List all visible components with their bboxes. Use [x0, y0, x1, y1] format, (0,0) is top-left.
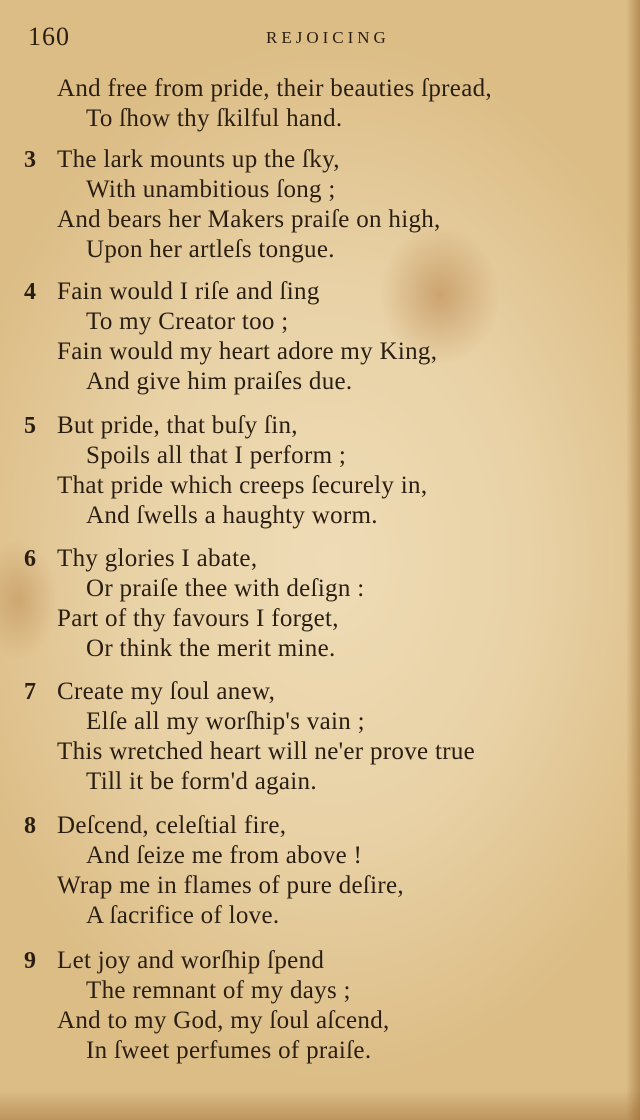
stanza-line: To my Creator too ; [86, 308, 289, 335]
stanza-line: And ſwells a haughty worm. [86, 502, 378, 529]
stanza-line: Elſe all my worſhip's vain ; [86, 708, 365, 735]
running-title: REJOICING [266, 28, 390, 47]
stanza-line: A ſacrifice of love. [86, 902, 280, 929]
stanza-line: In ſweet perfumes of praiſe. [86, 1037, 372, 1064]
stanza-number: 8 [24, 813, 36, 839]
page-header [28, 22, 598, 56]
stanza-line: Deſcend, celeſtial fire, [57, 812, 287, 839]
stanza-line: Fain would I riſe and ſing [57, 278, 320, 305]
stanza-line: Thy glories I abate, [57, 545, 258, 572]
stanza-number: 4 [24, 279, 36, 305]
stanza-line: But pride, that buſy ſin, [57, 412, 298, 439]
page-edge-shadow-right [626, 0, 640, 1120]
stanza-line: Upon her artleſs tongue. [86, 236, 335, 263]
stanza-line: Part of thy favours I forget, [57, 605, 339, 632]
stanza-line: Or think the merit mine. [86, 635, 336, 662]
stanza-line: The remnant of my days ; [86, 977, 351, 1004]
stanza-number: 5 [24, 413, 36, 439]
stanza-number: 6 [24, 546, 36, 572]
stanza-line: To ſhow thy ſkilful hand. [86, 105, 343, 132]
stanza-number: 3 [24, 147, 36, 173]
stanza-line: The lark mounts up the ſky, [57, 146, 340, 173]
stanza-line: Fain would my heart adore my King, [57, 338, 438, 365]
stanza-line: Let joy and worſhip ſpend [57, 947, 325, 974]
stanza-line: With unambitious ſong ; [86, 176, 336, 203]
stanza-line: Spoils all that I perform ; [86, 442, 347, 469]
stanza-line: This wretched heart will ne'er prove true [57, 738, 476, 765]
stanza-number: 9 [24, 948, 36, 974]
stanza-line: Or praiſe thee with deſign : [86, 575, 365, 602]
stanza-line: Wrap me in flames of pure deſire, [57, 872, 404, 899]
stanza-line: And to my God, my ſoul aſcend, [57, 1007, 390, 1034]
stanza-line: And bears her Makers praiſe on high, [57, 206, 441, 233]
stanza-line: And ſeize me from above ! [86, 842, 363, 869]
stanza-line: And free from pride, their beauties ſpread, [57, 75, 492, 102]
stanza-line: Create my ſoul anew, [57, 678, 276, 705]
page-edge-shadow-bottom [0, 1090, 640, 1120]
page-number: 160 [28, 22, 70, 51]
stanza-number: 7 [24, 679, 36, 705]
stanza-line: That pride which creeps ſecurely in, [57, 472, 428, 499]
stanza-line: Till it be form'd again. [86, 768, 317, 795]
stanza-line: And give him praiſes due. [86, 368, 353, 395]
